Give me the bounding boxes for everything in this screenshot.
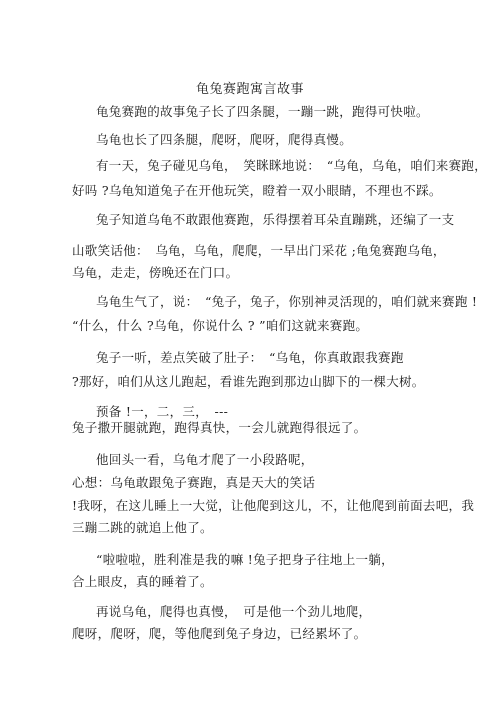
text-line: !我呀，在这儿睡上一大觉，让他爬到这儿，不，让他爬到前面去吧，我 xyxy=(72,498,475,513)
text-line: 再说乌龟，爬得也真慢， 可是他一个劲儿地爬， xyxy=(96,604,372,619)
text-line: 龟兔赛跑的故事兔子长了四条腿，一蹦一跳，跑得可快啦。 xyxy=(96,104,429,119)
text-line: “啦啦啦，胜利准是我的嘛 !兔子把身子往地上一躺， xyxy=(96,552,394,567)
text-line: 乌龟，走走，傍晚还在门口。 xyxy=(72,265,239,280)
text-line: 兔子撒开腿就跑，跑得真快，一会儿就跑得很远了。 xyxy=(72,420,367,435)
text-line: 合上眼皮，真的睡着了。 xyxy=(72,574,213,589)
text-line: 乌龟也长了四条腿，爬呀，爬呀，爬得真慢。 xyxy=(96,132,353,147)
text-line: 乌龟生气了，说： “兔子，兔子，你别神灵活现的，咱们就来赛跑 ! xyxy=(96,294,478,309)
text-line: 他回头一看，乌龟才爬了一小段路呢， xyxy=(96,452,314,467)
document-title: 龟兔赛跑寓言故事 xyxy=(195,82,304,97)
text-line: 山歌笑话他： 乌龟，乌龟，爬爬，一早出门采花 ;龟兔赛跑乌龟， xyxy=(72,243,446,258)
text-line: 爬呀，爬呀，爬，等他爬到兔子身边，已经累坏了。 xyxy=(72,626,367,641)
text-line: 兔子一听，差点笑破了肚子： “乌龟，你真敢跟我赛跑 xyxy=(96,350,404,365)
text-line: 有一天，兔子碰见乌龟， 笑眯眯地说： “乌龟，乌龟，咱们来赛跑， xyxy=(96,158,487,173)
text-line: 兔子知道乌龟不敢跟他赛跑，乐得摆着耳朵直蹦跳，还编了一支 xyxy=(96,212,455,227)
text-line: 心想：乌龟敢跟兔子赛跑，真是天大的笑话 xyxy=(72,475,316,490)
text-line: 三蹦二跳的就追上他了。 xyxy=(72,520,213,535)
text-line: ?那好，咱们从这儿跑起，看谁先跑到那边山脚下的一棵大树。 xyxy=(72,374,425,389)
text-line: 预备 !一，二，三， --- xyxy=(96,404,229,419)
text-line: “什么，什么 ?乌龟，你说什么 ? ”咱们这就来赛跑。 xyxy=(72,318,369,333)
text-line: 好吗 ?乌龟知道兔子在开他玩笑，瞪着一双小眼睛，不理也不踩。 xyxy=(72,183,442,198)
